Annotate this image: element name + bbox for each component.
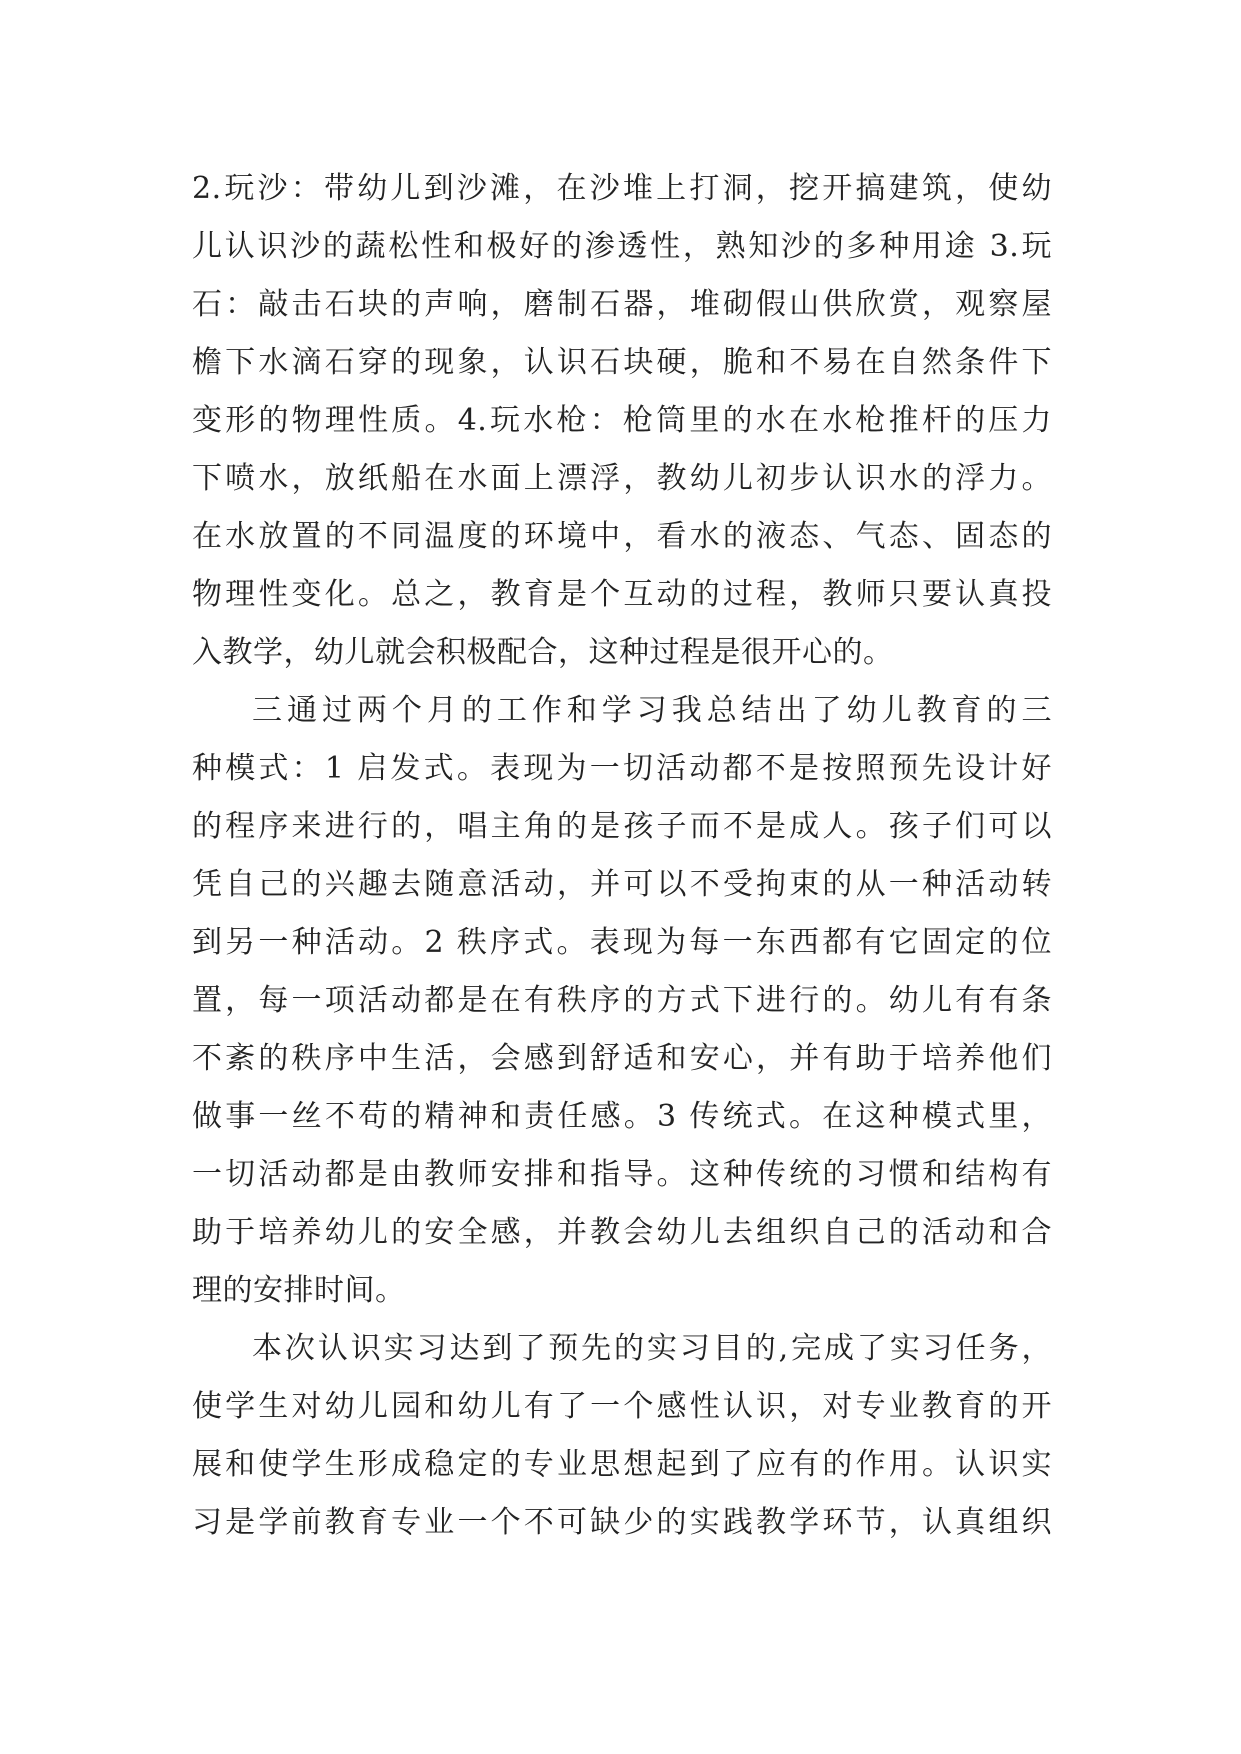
text-line: 三通过两个月的工作和学习我总结出了幼儿教育的三 xyxy=(252,693,1052,728)
text-line: 一切活动都是由教师安排和指导。这种传统的习惯和结构有 xyxy=(192,1157,1052,1192)
text-line: 理的安排时间。 xyxy=(192,1273,406,1308)
paragraph-3 xyxy=(192,1320,1052,1552)
paragraph-2 xyxy=(192,682,1052,1320)
text-line: 物理性变化。总之，教育是个互动的过程，教师只要认真投 xyxy=(192,577,1052,612)
text-line: 本次认识实习达到了预先的实习目的,完成了实习任务， xyxy=(252,1331,1052,1366)
text-line: 种模式：1 启发式。表现为一切活动都不是按照预先设计好 xyxy=(192,751,1052,786)
text-line: 使学生对幼儿园和幼儿有了一个感性认识，对专业教育的开 xyxy=(192,1389,1052,1424)
text-line: 展和使学生形成稳定的专业思想起到了应有的作用。认识实 xyxy=(192,1447,1052,1482)
text-line: 在水放置的不同温度的环境中，看水的液态、气态、固态的 xyxy=(192,519,1052,554)
text-line: 入教学，幼儿就会积极配合，这种过程是很开心的。 xyxy=(192,635,894,670)
text-line: 檐下水滴石穿的现象，认识石块硬，脆和不易在自然条件下 xyxy=(192,345,1052,380)
text-line: 做事一丝不苟的精神和责任感。3 传统式。在这种模式里， xyxy=(192,1099,1052,1134)
text-line: 置，每一项活动都是在有秩序的方式下进行的。幼儿有有条 xyxy=(192,983,1052,1018)
text-line: 下喷水，放纸船在水面上漂浮，教幼儿初步认识水的浮力。 xyxy=(192,461,1052,496)
text-line: 变形的物理性质。4.玩水枪：枪筒里的水在水枪推杆的压力 xyxy=(192,403,1052,438)
text-line: 儿认识沙的蔬松性和极好的渗透性，熟知沙的多种用途 3.玩 xyxy=(192,229,1052,264)
text-line: 的程序来进行的，唱主角的是孩子而不是成人。孩子们可以 xyxy=(192,809,1052,844)
text-line: 习是学前教育专业一个不可缺少的实践教学环节，认真组织 xyxy=(192,1505,1052,1540)
text-line: 石：敲击石块的声响，磨制石器，堆砌假山供欣赏，观察屋 xyxy=(192,287,1052,322)
text-line: 不紊的秩序中生活，会感到舒适和安心，并有助于培养他们 xyxy=(192,1041,1052,1076)
text-line: 助于培养幼儿的安全感，并教会幼儿去组织自己的活动和合 xyxy=(192,1215,1052,1250)
text-line: 凭自己的兴趣去随意活动，并可以不受拘束的从一种活动转 xyxy=(192,867,1052,902)
paragraph-1 xyxy=(192,160,1052,682)
document-body xyxy=(192,160,1052,1552)
text-line: 2.玩沙：带幼儿到沙滩，在沙堆上打洞，挖开搞建筑，使幼 xyxy=(192,171,1052,206)
text-line: 到另一种活动。2 秩序式。表现为每一东西都有它固定的位 xyxy=(192,925,1052,960)
